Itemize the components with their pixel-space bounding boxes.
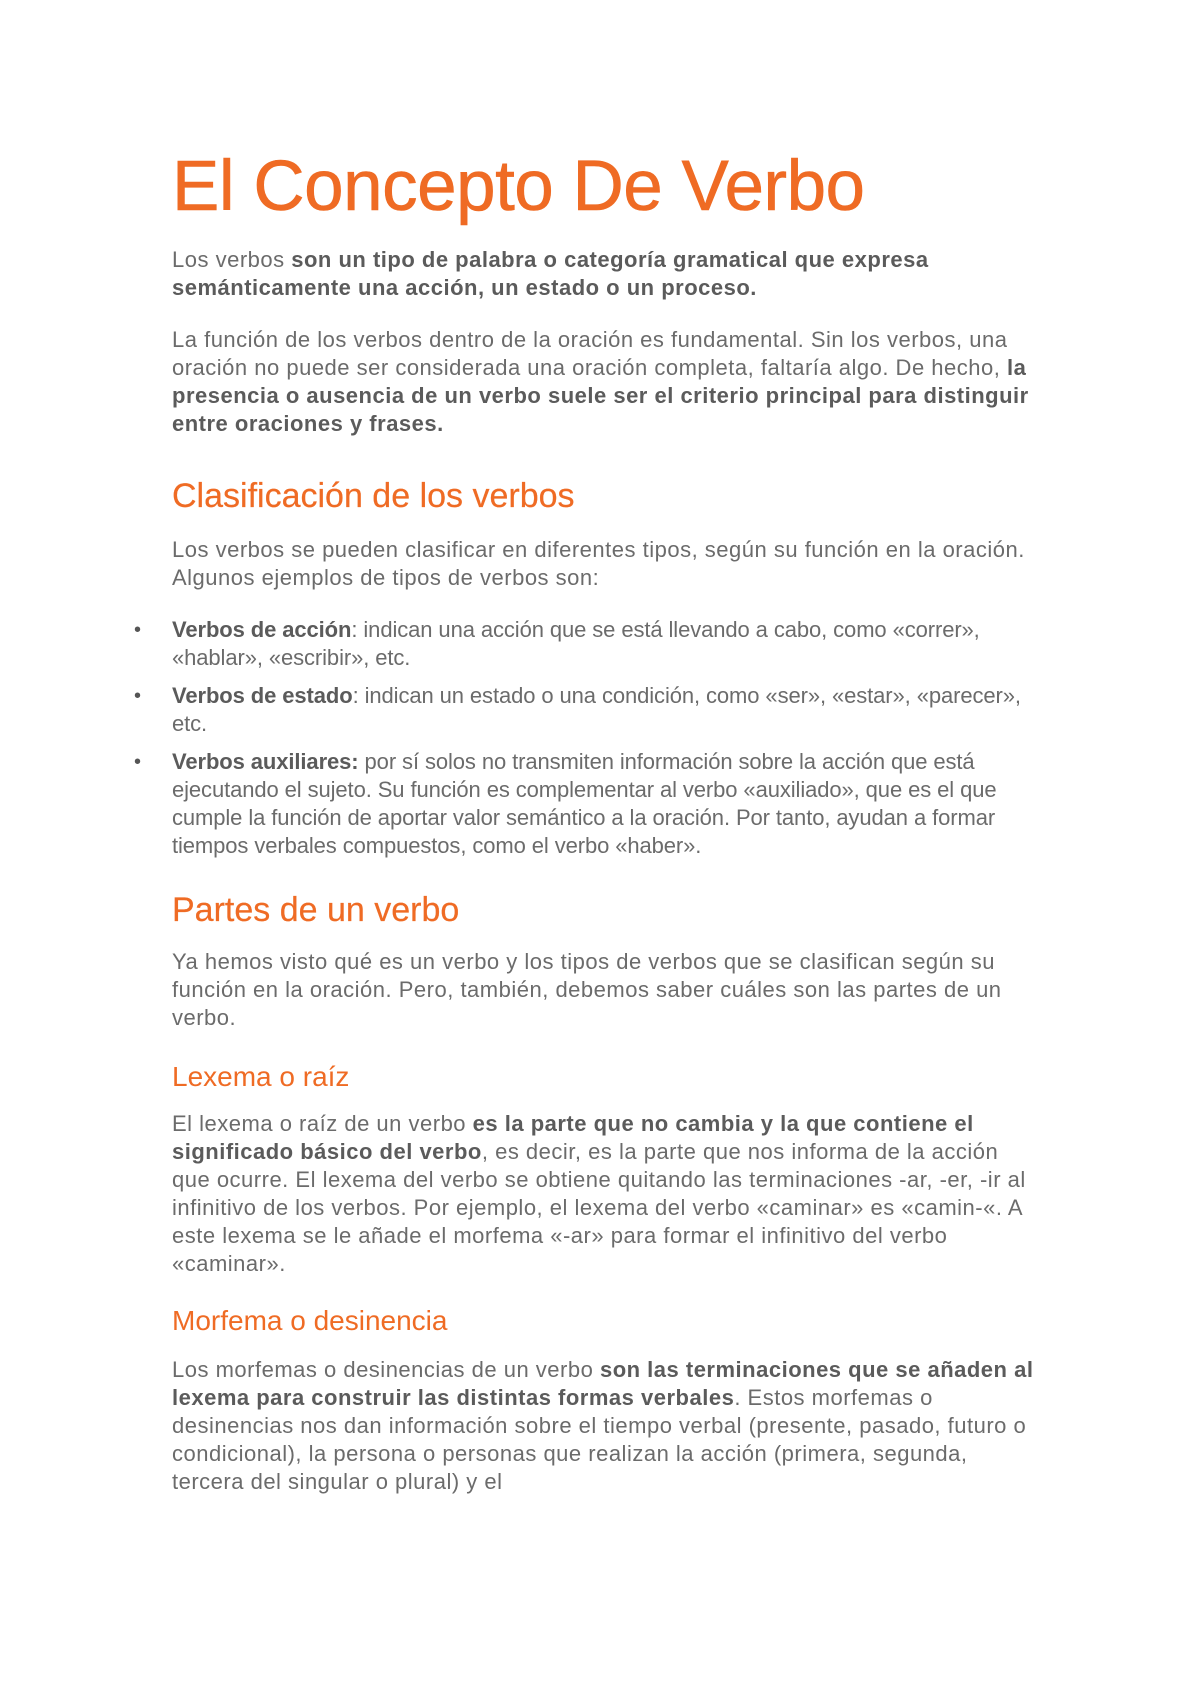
section-heading-partes: Partes de un verbo bbox=[172, 891, 460, 929]
subsection-heading-lexema: Lexema o raíz bbox=[172, 1061, 350, 1092]
bullet-icon: • bbox=[134, 685, 141, 707]
partes-paragraph: Ya hemos visto qué es un verbo y los tipos de verbos que se clasifican según su función en la oración. Pero, también, debemos saber cuáles son las partes de un verbo. bbox=[172, 949, 1002, 1030]
morfema-paragraph: Los morfemas o desinencias de un verbo son las terminaciones que se añaden al lexema para construir las distintas formas verbales. Estos morfemas o desinencias nos dan información sobre el tiempo verbal (presente, pasado, futuro o condicional), la persona o personas que realizan la acción (primera, segunda, tercera del singular o plural) y el bbox=[172, 1357, 1034, 1494]
subsection-heading-morfema: Morfema o desinencia bbox=[172, 1305, 448, 1336]
lexema-paragraph: El lexema o raíz de un verbo es la parte que no cambia y la que contiene el significado básico del verbo, es decir, es la parte que nos informa de la acción que ocurre. El lexema del verbo se obtiene quitando las terminaciones -ar, -er, -ir al infinitivo de los verbos. Por ejemplo, el lexema del verbo «caminar» es «camin-«. A este lexema se le añade el morfema «-ar» para formar el infinitivo del verbo «caminar». bbox=[172, 1111, 1026, 1276]
intro-paragraph-1: Los verbos son un tipo de palabra o categoría gramatical que expresa semánticamente una acción, un estado o un proceso. bbox=[172, 247, 929, 300]
intro-paragraph-2-bold: la presencia o ausencia de un verbo suele ser el criterio principal para distinguir entre oraciones y frases. bbox=[172, 355, 1029, 436]
clasificacion-paragraph: Los verbos se pueden clasificar en diferentes tipos, según su función en la oración. Algunos ejemplos de tipos de verbos son: bbox=[172, 537, 1025, 590]
list-item-verbos-estado: • Verbos de estado: indican un estado o una condición, como «ser», «estar», «parecer», etc. bbox=[134, 683, 1021, 736]
intro-paragraph-2: La función de los verbos dentro de la oración es fundamental. Sin los verbos, una oración no puede ser considerada una oración completa, faltaría algo. De hecho, la presencia o ausencia de un verbo suele ser el criterio principal para distinguir entre oraciones y frases. bbox=[172, 327, 1029, 436]
section-heading-clasificacion: Clasificación de los verbos bbox=[172, 477, 575, 515]
bullet-icon: • bbox=[134, 619, 141, 641]
page-title: El Concepto De Verbo bbox=[172, 147, 865, 226]
verb-type-list bbox=[134, 616, 1042, 860]
list-item-verbos-accion: • Verbos de acción: indican una acción que se está llevando a cabo, como «correr», «hablar», «escribir», etc. bbox=[134, 617, 980, 670]
lexema-bold: es la parte que no cambia y la que contiene el significado básico del verbo bbox=[172, 1111, 974, 1164]
document-page bbox=[134, 140, 1042, 1496]
bullet-icon: • bbox=[134, 751, 141, 773]
morfema-bold: son las terminaciones que se añaden al lexema para construir las distintas formas verbales bbox=[172, 1357, 1034, 1410]
intro-paragraph-1-bold: son un tipo de palabra o categoría gramatical que expresa semánticamente una acción, un estado o un proceso. bbox=[172, 247, 929, 300]
list-item-verbos-auxiliares: • Verbos auxiliares: por sí solos no transmiten información sobre la acción que está ejecutando el sujeto. Su función es complementar al verbo «auxiliado», que es el que cumple la función de aportar valor semántico a la oración. Por tanto, ayudan a formar tiempos verbales compuestos, como el verbo «haber». bbox=[134, 749, 997, 858]
